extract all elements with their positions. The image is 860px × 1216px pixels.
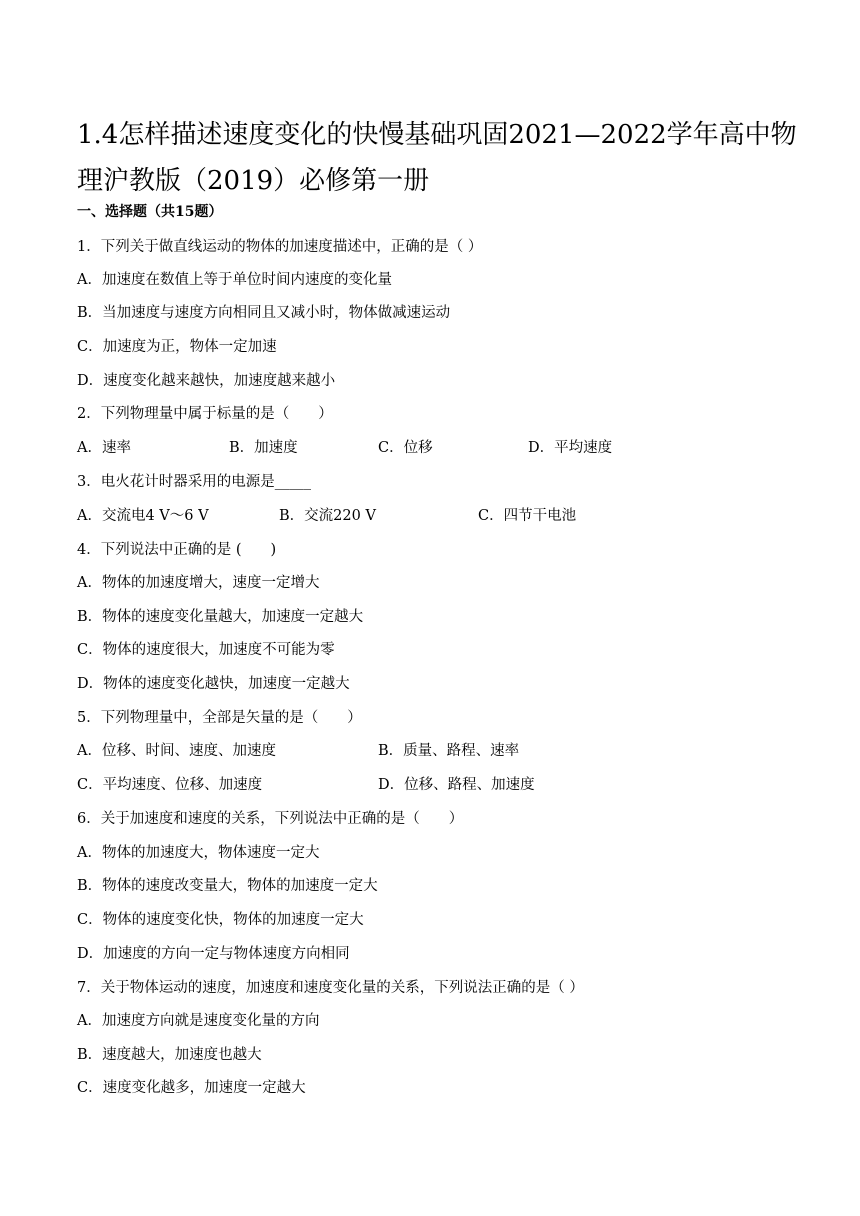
question-1-option-c: C．加速度为正，物体一定加速 [77, 339, 277, 355]
question-6-option-b: B．物体的速度改变量大，物体的加速度一定大 [77, 878, 378, 894]
question-7-option-a: A．加速度方向就是速度变化量的方向 [77, 1013, 320, 1029]
section-heading: 一、选择题（共15题） [77, 204, 223, 220]
question-5-option-c: C．平均速度、位移、加速度 [77, 777, 263, 793]
question-4-stem: 4．下列说法中正确的是 ( ) [77, 542, 277, 558]
question-7-stem: 7．关于物体运动的速度，加速度和速度变化量的关系，下列说法正确的是（ ） [77, 980, 584, 996]
question-2-option-c: C．位移 [378, 440, 433, 456]
question-5-option-b: B．质量、路程、速率 [378, 743, 520, 759]
question-6-option-d: D．加速度的方向一定与物体速度方向相同 [77, 946, 350, 962]
question-1-option-a: A．加速度在数值上等于单位时间内速度的变化量 [77, 272, 392, 288]
question-4-option-b: B．物体的速度变化量越大，加速度一定越大 [77, 609, 364, 625]
document-title: 1.4怎样描述速度变化的快慢基础巩固2021—2022学年高中物理沪教版（2019）必修第一册 [77, 120, 797, 196]
question-1-option-d: D．速度变化越来越快，加速度越来越小 [77, 373, 336, 389]
question-3-option-b: B．交流220 V [279, 508, 376, 524]
question-4-option-c: C．物体的速度很大，加速度不可能为零 [77, 642, 335, 658]
question-5-option-a: A．位移、时间、速度、加速度 [77, 743, 276, 759]
question-7-option-b: B．速度越大，加速度也越大 [77, 1047, 262, 1063]
question-7-option-c: C．速度变化越多，加速度一定越大 [77, 1080, 306, 1096]
question-3-stem: 3．电火花计时器采用的电源是_____ [77, 474, 311, 490]
question-2-option-a: A．速率 [77, 440, 131, 456]
question-6-option-a: A．物体的加速度大，物体速度一定大 [77, 845, 320, 861]
question-6-option-c: C．物体的速度变化快，物体的加速度一定大 [77, 912, 364, 928]
question-6-stem: 6．关于加速度和速度的关系，下列说法中正确的是（ ） [77, 811, 464, 827]
question-1-stem: 1．下列关于做直线运动的物体的加速度描述中，正确的是（ ） [77, 239, 483, 255]
question-5-option-d: D．位移、路程、加速度 [378, 777, 535, 793]
question-5-stem: 5．下列物理量中，全部是矢量的是（ ） [77, 710, 362, 726]
question-3-option-a: A．交流电4 V～6 V [77, 508, 209, 524]
question-4-option-a: A．物体的加速度增大，速度一定增大 [77, 575, 320, 591]
question-2-option-b: B．加速度 [229, 440, 298, 456]
question-2-stem: 2．下列物理量中属于标量的是（ ） [77, 406, 333, 422]
question-4-option-d: D．物体的速度变化越快，加速度一定越大 [77, 676, 350, 692]
question-3-option-c: C．四节干电池 [478, 508, 577, 524]
question-1-option-b: B．当加速度与速度方向相同且又减小时，物体做减速运动 [77, 305, 451, 321]
question-2-option-d: D．平均速度 [528, 440, 613, 456]
